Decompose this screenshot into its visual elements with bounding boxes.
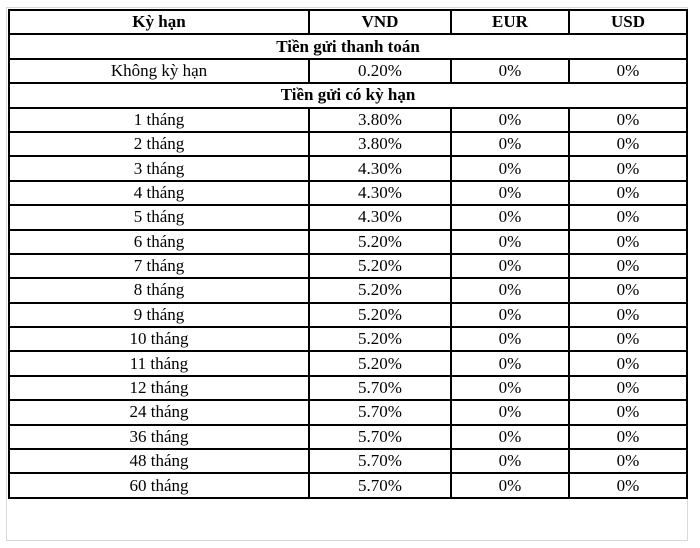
- cell-vnd: 4.30%: [309, 181, 451, 205]
- cell-usd: 0%: [569, 254, 687, 278]
- cell-eur: 0%: [451, 400, 569, 424]
- cell-term: 9 tháng: [9, 303, 309, 327]
- cell-usd: 0%: [569, 449, 687, 473]
- cell-vnd: 5.70%: [309, 425, 451, 449]
- cell-usd: 0%: [569, 205, 687, 229]
- cell-vnd: 5.70%: [309, 473, 451, 497]
- cell-vnd: 3.80%: [309, 108, 451, 132]
- cell-eur: 0%: [451, 108, 569, 132]
- cell-eur: 0%: [451, 303, 569, 327]
- cell-eur: 0%: [451, 181, 569, 205]
- section-row: [9, 34, 687, 58]
- cell-eur: 0%: [451, 351, 569, 375]
- cell-vnd: 5.20%: [309, 351, 451, 375]
- cell-vnd: 3.80%: [309, 132, 451, 156]
- table-row: [9, 400, 687, 424]
- table-row: [9, 132, 687, 156]
- cell-eur: 0%: [451, 205, 569, 229]
- table-header-row: [9, 10, 687, 34]
- cell-vnd: 5.20%: [309, 254, 451, 278]
- cell-term: Không kỳ hạn: [9, 59, 309, 83]
- table-row: [9, 425, 687, 449]
- cell-eur: 0%: [451, 449, 569, 473]
- cell-term: 24 tháng: [9, 400, 309, 424]
- cell-usd: 0%: [569, 327, 687, 351]
- table-row: [9, 449, 687, 473]
- section-row: [9, 83, 687, 107]
- cell-term: 12 tháng: [9, 376, 309, 400]
- cell-vnd: 0.20%: [309, 59, 451, 83]
- cell-term: 60 tháng: [9, 473, 309, 497]
- table-row: [9, 156, 687, 180]
- cell-usd: 0%: [569, 132, 687, 156]
- cell-term: 4 tháng: [9, 181, 309, 205]
- cell-eur: 0%: [451, 327, 569, 351]
- interest-rate-table-container: [8, 9, 686, 499]
- cell-vnd: 5.20%: [309, 327, 451, 351]
- cell-term: 6 tháng: [9, 230, 309, 254]
- header-term: Kỳ hạn: [9, 10, 309, 34]
- table-row: [9, 254, 687, 278]
- cell-usd: 0%: [569, 303, 687, 327]
- cell-eur: 0%: [451, 254, 569, 278]
- cell-usd: 0%: [569, 230, 687, 254]
- table-body: [9, 34, 687, 497]
- table-row: [9, 181, 687, 205]
- cell-usd: 0%: [569, 156, 687, 180]
- cell-term: 3 tháng: [9, 156, 309, 180]
- cell-eur: 0%: [451, 132, 569, 156]
- cell-term: 10 tháng: [9, 327, 309, 351]
- interest-rate-table: [8, 9, 688, 499]
- cell-eur: 0%: [451, 59, 569, 83]
- table-row: [9, 205, 687, 229]
- cell-eur: 0%: [451, 156, 569, 180]
- cell-vnd: 4.30%: [309, 205, 451, 229]
- cell-vnd: 5.20%: [309, 278, 451, 302]
- section-title: Tiền gửi có kỳ hạn: [9, 83, 687, 107]
- table-row: [9, 230, 687, 254]
- cell-usd: 0%: [569, 376, 687, 400]
- cell-usd: 0%: [569, 473, 687, 497]
- cell-eur: 0%: [451, 230, 569, 254]
- cell-usd: 0%: [569, 59, 687, 83]
- cell-usd: 0%: [569, 278, 687, 302]
- cell-eur: 0%: [451, 473, 569, 497]
- cell-vnd: 5.20%: [309, 303, 451, 327]
- header-usd: USD: [569, 10, 687, 34]
- cell-eur: 0%: [451, 376, 569, 400]
- cell-usd: 0%: [569, 181, 687, 205]
- cell-vnd: 5.70%: [309, 400, 451, 424]
- cell-vnd: 4.30%: [309, 156, 451, 180]
- table-row: [9, 278, 687, 302]
- cell-vnd: 5.70%: [309, 449, 451, 473]
- cell-usd: 0%: [569, 400, 687, 424]
- table-row: [9, 376, 687, 400]
- cell-term: 11 tháng: [9, 351, 309, 375]
- cell-term: 2 tháng: [9, 132, 309, 156]
- cell-term: 5 tháng: [9, 205, 309, 229]
- cell-eur: 0%: [451, 278, 569, 302]
- cell-eur: 0%: [451, 425, 569, 449]
- cell-usd: 0%: [569, 108, 687, 132]
- header-eur: EUR: [451, 10, 569, 34]
- table-row: [9, 303, 687, 327]
- header-vnd: VND: [309, 10, 451, 34]
- section-title: Tiền gửi thanh toán: [9, 34, 687, 58]
- table-row: [9, 59, 687, 83]
- cell-vnd: 5.70%: [309, 376, 451, 400]
- cell-usd: 0%: [569, 425, 687, 449]
- cell-term: 8 tháng: [9, 278, 309, 302]
- cell-term: 36 tháng: [9, 425, 309, 449]
- cell-term: 7 tháng: [9, 254, 309, 278]
- cell-vnd: 5.20%: [309, 230, 451, 254]
- cell-usd: 0%: [569, 351, 687, 375]
- cell-term: 1 tháng: [9, 108, 309, 132]
- table-row: [9, 108, 687, 132]
- table-row: [9, 327, 687, 351]
- cell-term: 48 tháng: [9, 449, 309, 473]
- table-row: [9, 473, 687, 497]
- table-row: [9, 351, 687, 375]
